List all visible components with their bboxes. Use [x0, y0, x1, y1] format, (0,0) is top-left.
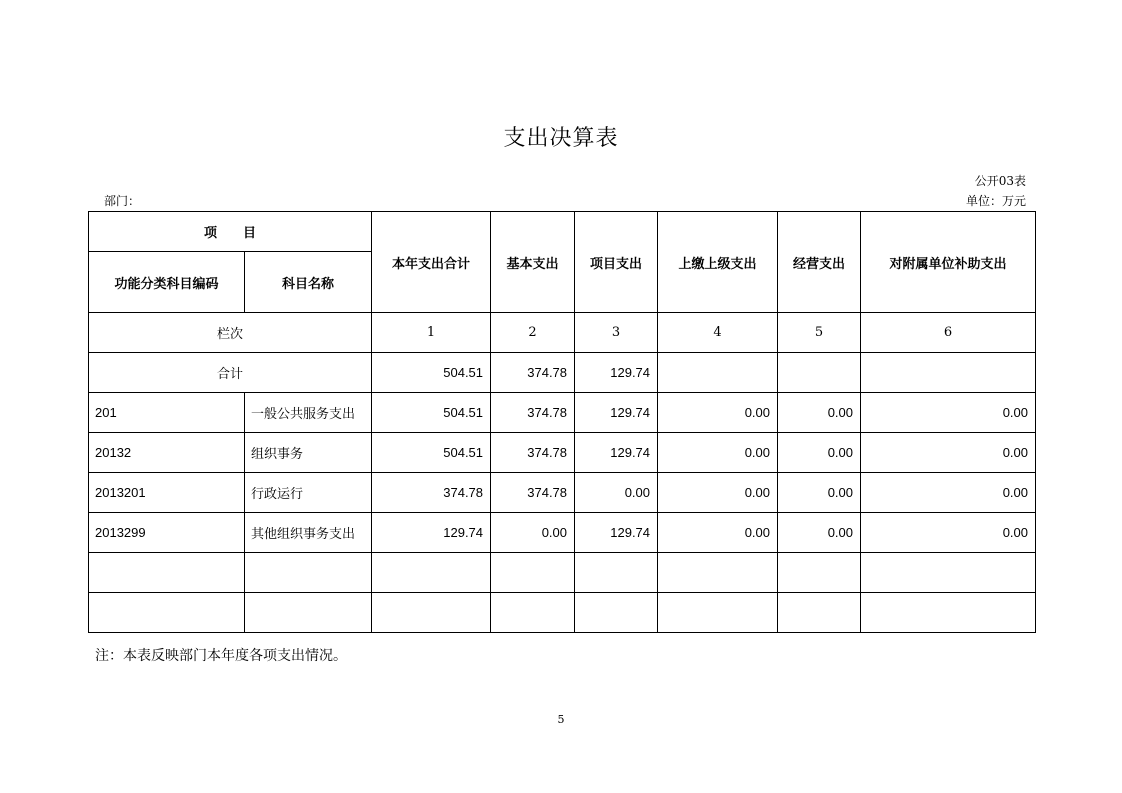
column-index-row	[89, 313, 1036, 353]
subject-code: 2013201	[89, 473, 245, 513]
total-cell: 374.78	[491, 353, 575, 393]
value-cell: 129.74	[575, 393, 658, 433]
table-row	[89, 513, 1036, 553]
col-index-label: 栏次	[89, 313, 372, 353]
value-cell: 0.00	[658, 473, 778, 513]
table-row	[89, 433, 1036, 473]
value-cell: 374.78	[491, 393, 575, 433]
value-cell	[491, 593, 575, 633]
table-row	[89, 473, 1036, 513]
page-title: 支出决算表	[503, 126, 619, 151]
subject-code: 20132	[89, 433, 245, 473]
col-header-remit-superior: 上缴上级支出	[658, 212, 778, 313]
empty-row	[89, 593, 1036, 633]
total-cell: 129.74	[575, 353, 658, 393]
page-number: 5	[557, 713, 565, 726]
col-header-total: 本年支出合计	[372, 212, 491, 313]
value-cell: 0.00	[575, 473, 658, 513]
value-cell: 504.51	[372, 433, 491, 473]
value-cell	[372, 593, 491, 633]
value-cell	[575, 553, 658, 593]
col-header-basic: 基本支出	[491, 212, 575, 313]
value-cell: 374.78	[372, 473, 491, 513]
total-cell	[861, 353, 1036, 393]
value-cell: 374.78	[491, 433, 575, 473]
unit-label: 单位：万元	[965, 194, 1026, 208]
name-header: 科目名称	[245, 252, 372, 313]
total-cell	[778, 353, 861, 393]
value-cell: 0.00	[658, 433, 778, 473]
value-cell	[372, 553, 491, 593]
value-cell: 0.00	[778, 393, 861, 433]
value-cell: 0.00	[861, 473, 1036, 513]
total-cell: 504.51	[372, 353, 491, 393]
value-cell: 0.00	[778, 513, 861, 553]
value-cell: 129.74	[372, 513, 491, 553]
value-cell: 504.51	[372, 393, 491, 433]
table-note: 注：本表反映部门本年度各项支出情况。	[95, 648, 347, 664]
col-header-operating: 经营支出	[778, 212, 861, 313]
value-cell: 0.00	[491, 513, 575, 553]
col-header-subsidiary-subsidy: 对附属单位补助支出	[861, 212, 1036, 313]
subject-name	[245, 593, 372, 633]
value-cell	[491, 553, 575, 593]
value-cell	[575, 593, 658, 633]
value-cell: 0.00	[778, 433, 861, 473]
value-cell: 129.74	[575, 513, 658, 553]
col-number: 5	[778, 313, 861, 353]
value-cell	[861, 553, 1036, 593]
value-cell: 0.00	[658, 393, 778, 433]
subject-code	[89, 593, 245, 633]
total-label: 合计	[89, 353, 372, 393]
col-number: 6	[861, 313, 1036, 353]
subject-name	[245, 553, 372, 593]
col-number: 3	[575, 313, 658, 353]
subject-name: 其他组织事务支出	[245, 513, 372, 553]
value-cell	[778, 553, 861, 593]
project-header: 项 目	[89, 212, 372, 252]
department-label: 部门：	[104, 194, 141, 208]
value-cell: 0.00	[658, 513, 778, 553]
col-number: 2	[491, 313, 575, 353]
value-cell	[658, 553, 778, 593]
value-cell	[658, 593, 778, 633]
table-row	[89, 393, 1036, 433]
value-cell: 0.00	[861, 393, 1036, 433]
expenditure-table	[88, 211, 1036, 633]
value-cell	[861, 593, 1036, 633]
col-number: 1	[372, 313, 491, 353]
subject-name: 组织事务	[245, 433, 372, 473]
subject-code: 2013299	[89, 513, 245, 553]
subject-code: 201	[89, 393, 245, 433]
subject-name: 一般公共服务支出	[245, 393, 372, 433]
total-row	[89, 353, 1036, 393]
col-header-project: 项目支出	[575, 212, 658, 313]
value-cell: 0.00	[778, 473, 861, 513]
empty-row	[89, 553, 1036, 593]
value-cell: 0.00	[861, 513, 1036, 553]
value-cell: 129.74	[575, 433, 658, 473]
form-number: 公开03表	[974, 174, 1026, 188]
col-number: 4	[658, 313, 778, 353]
subject-name: 行政运行	[245, 473, 372, 513]
code-header: 功能分类科目编码	[89, 252, 245, 313]
subject-code	[89, 553, 245, 593]
value-cell	[778, 593, 861, 633]
value-cell: 0.00	[861, 433, 1036, 473]
value-cell: 374.78	[491, 473, 575, 513]
total-cell	[658, 353, 778, 393]
